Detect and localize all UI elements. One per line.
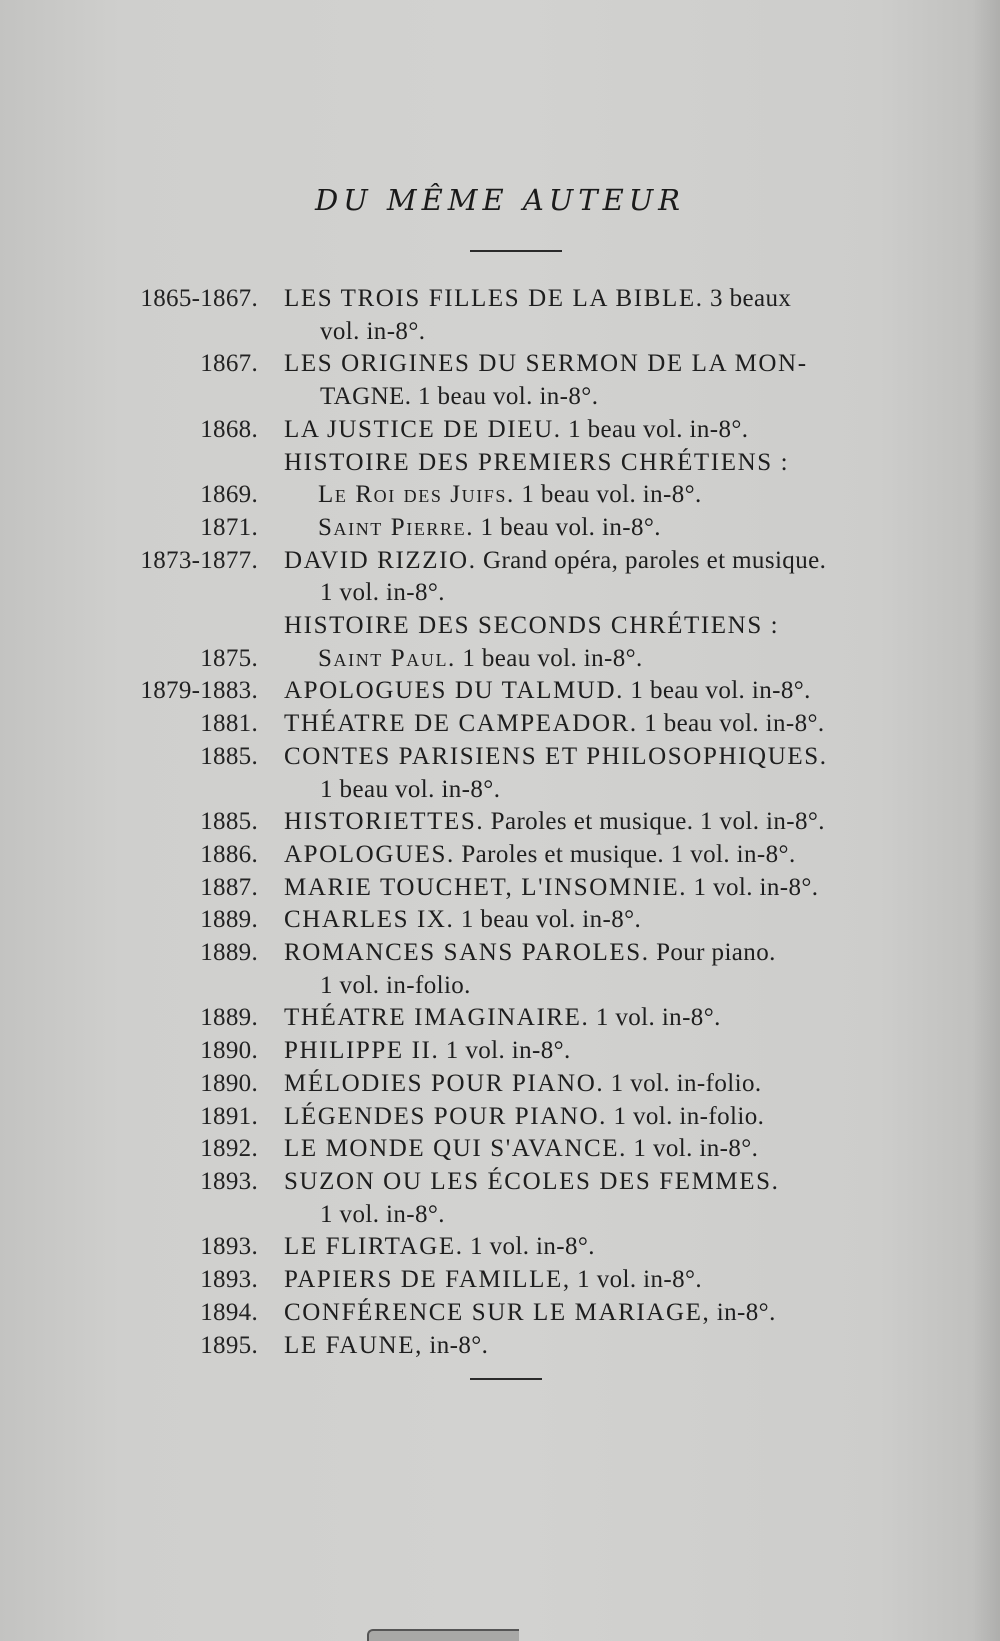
- entry-text: [258, 904, 878, 937]
- bibliography-entry: [0, 839, 1000, 872]
- entry-title: LÉGENDES POUR PIANO.: [284, 1102, 607, 1130]
- entry-year: 1869.: [200, 481, 258, 509]
- bibliography-entry: [0, 1231, 1000, 1264]
- entry-year: 1892.: [200, 1135, 258, 1163]
- entry-description-continued: vol. in-8°.: [320, 317, 426, 345]
- entry-year: 1889.: [200, 939, 258, 967]
- entry-description-continued: 1 beau vol. in-8°.: [320, 775, 501, 803]
- entry-description-continued: 1 vol. in-8°.: [320, 1200, 445, 1228]
- entry-description: 1 beau vol. in-8°.: [644, 710, 825, 738]
- entry-text: [258, 1297, 878, 1330]
- entry-text: [258, 1166, 878, 1231]
- entry-title: THÉATRE DE CAMPEADOR.: [284, 710, 638, 738]
- entry-title: MARIE TOUCHET, L'INSOMNIE.: [284, 873, 688, 901]
- entry-text: [258, 708, 878, 741]
- entry-description: Paroles et musique. 1 vol. in-8°.: [461, 840, 796, 868]
- entry-year: 1889.: [200, 906, 258, 934]
- entry-title: Le Roi des Juifs.: [318, 481, 515, 509]
- bibliography-entry: [0, 904, 1000, 937]
- entry-year: 1885.: [200, 742, 258, 770]
- entry-text: [258, 283, 878, 348]
- entry-description: 1 vol. in-8°.: [470, 1233, 595, 1261]
- entry-title: CHARLES IX.: [284, 906, 455, 934]
- entry-description-continued: 1 vol. in-8°.: [320, 579, 445, 607]
- bibliography-entry: [0, 643, 1000, 676]
- entry-description: in-8°.: [429, 1331, 489, 1359]
- bibliography-entry: [0, 872, 1000, 905]
- entry-text: [258, 1133, 878, 1166]
- bibliography-entry: [0, 1101, 1000, 1134]
- entry-text: [258, 545, 878, 610]
- page-heading: DU MÊME AUTEUR: [314, 183, 686, 217]
- entry-description: 1 beau vol. in-8°.: [462, 644, 643, 672]
- entry-year: 1867.: [200, 350, 258, 378]
- entry-description-continued: 1 vol. in-folio.: [320, 971, 471, 999]
- entry-year: 1894.: [200, 1298, 258, 1326]
- entry-text: [258, 348, 878, 413]
- entry-year: 1875.: [200, 644, 258, 672]
- entry-description: 1 beau vol. in-8°.: [480, 513, 661, 541]
- entry-year: 1873-1877.: [140, 546, 258, 574]
- entry-description: Pour piano.: [656, 939, 776, 967]
- entry-year: 1893.: [200, 1266, 258, 1294]
- entry-text: [258, 1231, 878, 1264]
- bibliography-entry: [0, 806, 1000, 839]
- entry-text: [258, 643, 878, 676]
- bibliography-entry: [0, 545, 1000, 610]
- entry-text: [258, 447, 878, 480]
- entry-title: APOLOGUES DU TALMUD.: [284, 677, 624, 705]
- entry-title: THÉATRE IMAGINAIRE.: [284, 1004, 590, 1032]
- entry-description: 1 vol. in-8°.: [445, 1037, 571, 1065]
- bibliography-entry: [0, 675, 1000, 708]
- top-divider: [470, 250, 562, 252]
- page-edge-mark: [367, 1629, 519, 1641]
- entry-title: MÉLODIES POUR PIANO.: [284, 1069, 605, 1097]
- bibliography-entry: [0, 348, 1000, 413]
- entry-year: 1890.: [200, 1037, 258, 1065]
- entry-title: PAPIERS DE FAMILLE,: [284, 1266, 571, 1294]
- entry-description: 1 vol. in-folio.: [610, 1069, 762, 1097]
- entry-description: 1 vol. in-8°.: [577, 1266, 703, 1294]
- entry-title: HISTORIETTES.: [284, 808, 485, 836]
- entry-description: Paroles et musique. 1 vol. in-8°.: [490, 808, 825, 836]
- entry-description: 3 beaux: [710, 285, 792, 312]
- entry-description: in-8°.: [716, 1298, 776, 1326]
- bibliography-entry: [0, 512, 1000, 545]
- entry-title: PHILIPPE II.: [284, 1037, 440, 1065]
- entry-text: [258, 414, 878, 447]
- entry-title: SUZON OU LES ÉCOLES DES FEMMES.: [284, 1167, 780, 1195]
- bibliography-entry: [0, 447, 1000, 480]
- entry-title: APOLOGUES.: [284, 840, 455, 868]
- entry-year: 1890.: [200, 1069, 258, 1097]
- entry-title: LE FAUNE,: [284, 1331, 423, 1359]
- bibliography-entry: [0, 479, 1000, 512]
- bibliography-list: [0, 283, 1000, 1362]
- entry-year: 1879-1883.: [140, 677, 258, 705]
- entry-title: ROMANCES SANS PAROLES.: [284, 939, 650, 967]
- bibliography-entry: [0, 1035, 1000, 1068]
- entry-text: [258, 741, 878, 806]
- entry-text: [258, 806, 878, 839]
- entry-year: 1893.: [200, 1233, 258, 1261]
- entry-text: [258, 512, 878, 545]
- entry-title: LA JUSTICE DE DIEU.: [284, 415, 562, 443]
- entry-title: HISTOIRE DES SECONDS CHRÉTIENS :: [284, 612, 780, 640]
- entry-text: [258, 937, 878, 1002]
- bibliography-entry: [0, 1002, 1000, 1035]
- bibliography-entry: [0, 1264, 1000, 1297]
- entry-text: [258, 1068, 878, 1101]
- entry-text: [258, 1330, 878, 1363]
- entry-title: LES TROIS FILLES DE LA BIBLE.: [284, 285, 704, 312]
- bibliography-entry: [0, 1297, 1000, 1330]
- entry-year: 1881.: [200, 710, 258, 738]
- bibliography-entry: [0, 741, 1000, 806]
- bibliography-entry: [0, 1133, 1000, 1166]
- entry-description: 1 beau vol. in-8°.: [521, 481, 702, 509]
- entry-title: CONFÉRENCE SUR LE MARIAGE,: [284, 1298, 711, 1326]
- bibliography-entry: [0, 1330, 1000, 1363]
- bibliography-entry: [0, 708, 1000, 741]
- entry-text: [258, 872, 878, 905]
- entry-title: Saint Pierre.: [318, 513, 475, 541]
- entry-title: LE FLIRTAGE.: [284, 1233, 464, 1261]
- bibliography-entry: [0, 937, 1000, 1002]
- entry-title: CONTES PARISIENS ET PHILOSOPHIQUES.: [284, 742, 828, 770]
- entry-year: 1891.: [200, 1102, 258, 1130]
- entry-text: [258, 1035, 878, 1068]
- entry-description: 1 vol. in-8°.: [633, 1135, 759, 1163]
- entry-title: HISTOIRE DES PREMIERS CHRÉTIENS :: [284, 448, 790, 476]
- bibliography-entry: [0, 414, 1000, 447]
- entry-text: [258, 1264, 878, 1297]
- bibliography-entry: [0, 283, 1000, 348]
- entry-text: [258, 610, 878, 643]
- entry-description: 1 beau vol. in-8°.: [630, 677, 811, 705]
- bottom-divider: [470, 1378, 542, 1380]
- entry-text: [258, 479, 878, 512]
- entry-year: 1895.: [200, 1331, 258, 1359]
- entry-year: 1871.: [200, 513, 258, 541]
- entry-description: 1 beau vol. in-8°.: [568, 415, 749, 443]
- entry-year: 1887.: [200, 873, 258, 901]
- bibliography-entry: [0, 1166, 1000, 1231]
- entry-description-continued: TAGNE. 1 beau vol. in-8°.: [320, 383, 599, 411]
- entry-title: LES ORIGINES DU SERMON DE LA MON-: [284, 350, 808, 378]
- entry-year: 1886.: [200, 840, 258, 868]
- entry-text: [258, 1002, 878, 1035]
- entry-description: 1 vol. in-folio.: [613, 1102, 765, 1130]
- entry-text: [258, 1101, 878, 1134]
- entry-year: 1868.: [200, 415, 258, 443]
- entry-text: [258, 675, 878, 708]
- entry-year: 1865-1867.: [140, 285, 258, 312]
- entry-year: 1893.: [200, 1167, 258, 1195]
- entry-description: 1 vol. in-8°.: [595, 1004, 721, 1032]
- bibliography-entry: [0, 1068, 1000, 1101]
- entry-description: 1 beau vol. in-8°.: [460, 906, 642, 934]
- entry-title: DAVID RIZZIO.: [284, 546, 477, 574]
- entry-description: Grand opéra, paroles et musique.: [483, 546, 827, 574]
- entry-year: 1885.: [200, 808, 258, 836]
- entry-title: LE MONDE QUI S'AVANCE.: [284, 1135, 627, 1163]
- entry-title: Saint Paul.: [318, 644, 456, 672]
- entry-text: [258, 839, 878, 872]
- bibliography-entry: [0, 610, 1000, 643]
- entry-description: 1 vol. in-8°.: [693, 873, 819, 901]
- entry-year: 1889.: [200, 1004, 258, 1032]
